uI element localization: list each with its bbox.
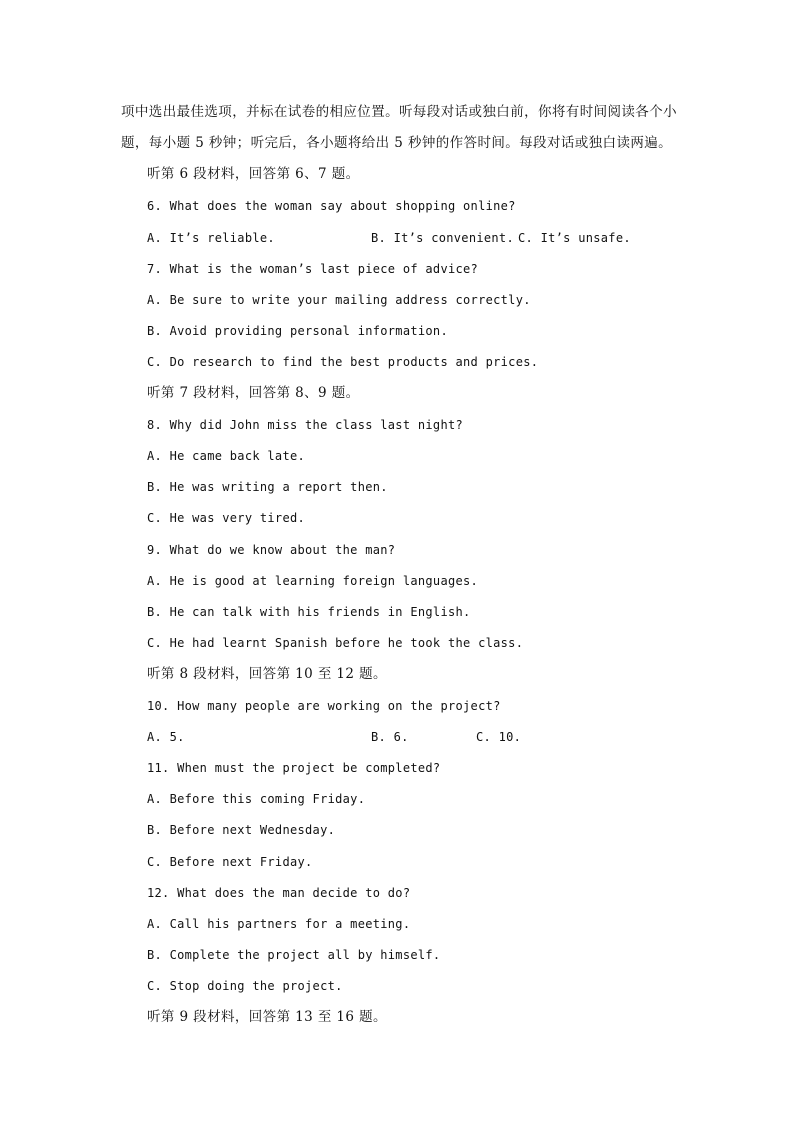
question-8-stem: 8. Why did John miss the class last night? [147, 418, 464, 432]
instruction-line-2: 题，每小题 5 秒钟；听完后，各小题将给出 5 秒钟的作答时间。每段对话或独白读两遍。 [121, 135, 673, 151]
question-10-option-b: B. 6. [371, 730, 409, 744]
question-8-option-a: A. He came back late. [147, 449, 306, 463]
instruction-line-1: 项中选出最佳选项，并标在试卷的相应位置。听每段对话或独白前，你将有时间阅读各个小 [121, 104, 677, 120]
section-heading-7: 听第 7 段材料，回答第 8、9 题。 [147, 385, 360, 401]
question-6-option-a: A. It’s reliable. [147, 231, 275, 245]
question-11-option-c: C. Before next Friday. [147, 855, 313, 869]
section-heading-8: 听第 8 段材料，回答第 10 至 12 题。 [147, 666, 387, 682]
question-11-stem: 11. When must the project be completed? [147, 761, 441, 775]
question-12-option-b: B. Complete the project all by himself. [147, 948, 441, 962]
section-heading-6: 听第 6 段材料，回答第 6、7 题。 [147, 166, 360, 182]
question-9-option-b: B. He can talk with his friends in English. [147, 605, 471, 619]
question-6-stem: 6. What does the woman say about shopping online? [147, 199, 516, 213]
question-12-option-a: A. Call his partners for a meeting. [147, 917, 411, 931]
question-10-stem: 10. How many people are working on the project? [147, 699, 501, 713]
question-9-option-a: A. He is good at learning foreign languages. [147, 574, 479, 588]
question-11-option-b: B. Before next Wednesday. [147, 823, 336, 837]
question-7-option-b: B. Avoid providing personal information. [147, 324, 448, 338]
question-8-option-b: B. He was writing a report then. [147, 480, 388, 494]
question-12-option-c: C. Stop doing the project. [147, 979, 343, 993]
question-7-stem: 7. What is the woman’s last piece of advice? [147, 262, 479, 276]
question-11-option-a: A. Before this coming Friday. [147, 792, 366, 806]
question-9-stem: 9. What do we know about the man? [147, 543, 396, 557]
section-heading-9: 听第 9 段材料，回答第 13 至 16 题。 [147, 1009, 387, 1025]
question-6-option-c: C. It’s unsafe. [518, 231, 631, 245]
question-7-option-c: C. Do research to find the best products and prices. [147, 355, 539, 369]
question-12-stem: 12. What does the man decide to do? [147, 886, 411, 900]
question-9-option-c: C. He had learnt Spanish before he took the class. [147, 636, 524, 650]
question-6-option-b: B. It’s convenient. [371, 231, 514, 245]
question-10-option-a: A. 5. [147, 730, 185, 744]
question-7-option-a: A. Be sure to write your mailing address correctly. [147, 293, 531, 307]
question-10-option-c: C. 10. [476, 730, 522, 744]
question-8-option-c: C. He was very tired. [147, 511, 306, 525]
